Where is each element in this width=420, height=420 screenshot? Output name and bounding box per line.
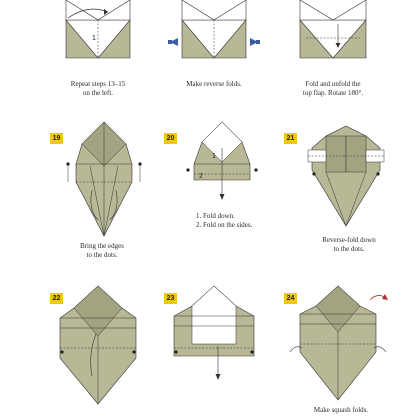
step-badge-19: 19	[50, 133, 63, 144]
diagram-reverse-folds	[168, 0, 260, 62]
diagram-step-20	[180, 118, 264, 204]
diagram-repeat-steps	[58, 0, 138, 62]
caption-step-20: 1. Fold down. 2. Fold on the sides.	[196, 212, 253, 229]
step-badge-21: 21	[284, 133, 297, 144]
step-badge-23: 23	[164, 293, 177, 304]
step-label-1: 1	[92, 35, 96, 42]
label-step-1: 1	[212, 153, 216, 160]
diagram-step-24	[286, 280, 396, 404]
caption-repeat-steps: Repeat steps 13–15 on the left.	[70, 80, 126, 97]
step-badge-20: 20	[164, 133, 177, 144]
caption-step-19: Bring the edges to the dots.	[80, 242, 124, 259]
caption-reverse-folds: Make reverse folds.	[186, 80, 242, 88]
step-badge-22: 22	[50, 293, 63, 304]
caption-step-21: Reverse-fold down to the dots.	[322, 236, 376, 253]
diagram-step-23	[166, 284, 262, 384]
label-step-2: 2	[199, 173, 203, 180]
diagram-fold-unfold-top	[290, 0, 376, 62]
diagram-step-22	[52, 284, 144, 406]
diagram-step-19	[62, 120, 146, 242]
diagram-step-21	[298, 122, 394, 230]
caption-step-24: Make squash folds.	[313, 406, 369, 414]
caption-fold-unfold-top: Fold and unfold the top flap. Rotate 180°.	[302, 80, 364, 97]
step-badge-24: 24	[284, 293, 297, 304]
